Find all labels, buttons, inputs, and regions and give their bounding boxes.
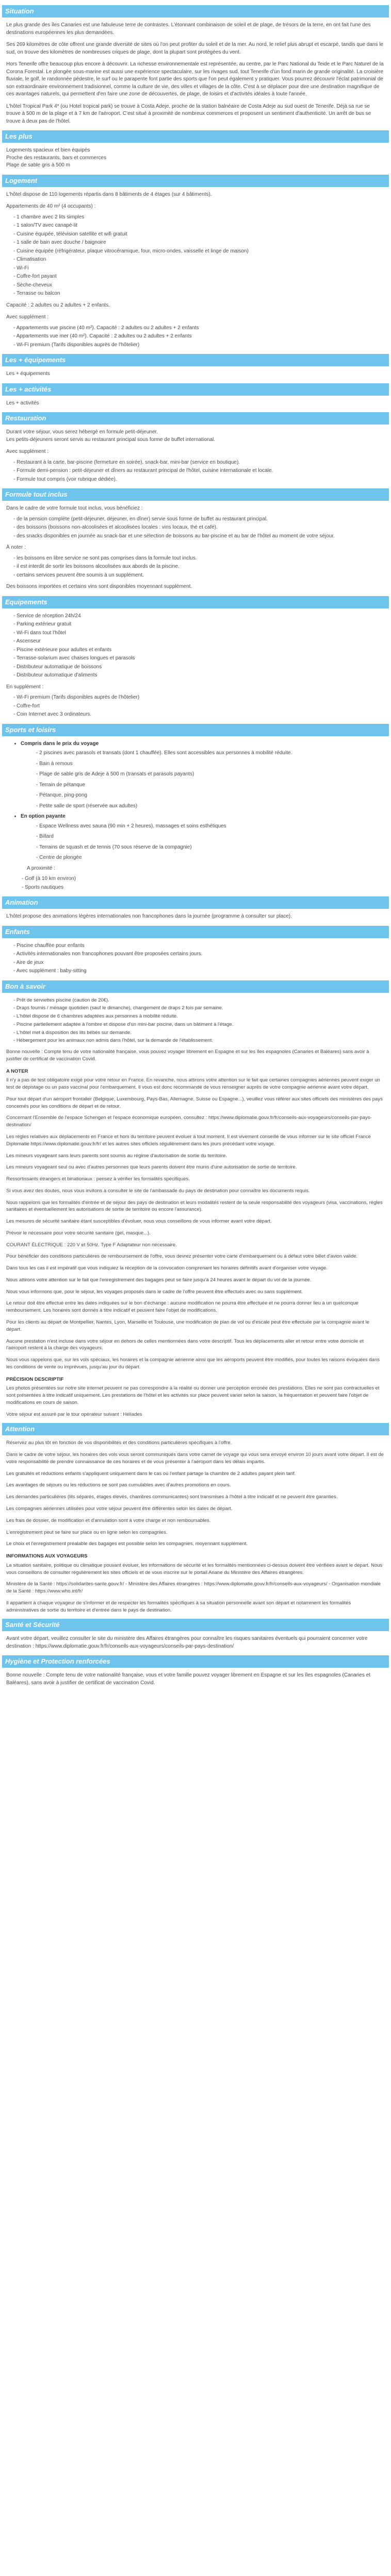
section-header-les-plus: Les plus — [2, 130, 389, 143]
paragraph: Les mesures de sécurité sanitaire étant susceptibles d'évoluer, nous vous conseillons de vous informer avant votre départ. — [6, 1218, 272, 1225]
list-label: Avec supplément : — [6, 314, 49, 320]
supplement-list — [6, 694, 385, 719]
paragraph: Logements spacieux et bien équipés Proche des restaurants, bars et commerces Plage de sable gris à 500 m — [6, 147, 106, 168]
list-label: Avec supplément : — [6, 449, 49, 454]
section-attention — [2, 1439, 389, 1614]
paragraph: Les compagnies aériennes utilisées pour votre séjour peuvent être différentes selon les dates de départ. — [6, 1506, 233, 1512]
list-item: - Wi-Fi — [13, 265, 385, 273]
list-label: A proximité : — [27, 865, 56, 871]
paragraph: Les mineurs voyageant seul ou avec d'autres personnes que leurs parents doivent être munis d'une autorisation de sortie de territoire. — [6, 1164, 297, 1171]
list-item: - Golf (à 10 km environ) — [22, 875, 385, 883]
paragraph: Les gratuités et réductions enfants s'appliquent uniquement dans le cas où l'enfant partage la chambre de 2 adultes payant plein tarif. — [6, 1470, 296, 1477]
section-plus-equipements — [2, 370, 389, 378]
list-item: - Ascenseur — [13, 638, 385, 646]
paragraph: Les mineurs voyageant sans leurs parents sont soumis au régime d'autorisation de sortie du territoire. — [6, 1153, 227, 1159]
section-les-plus — [2, 147, 389, 170]
list-item: - Espace Wellness avec sauna (90 min + 2 heures), massages et soins esthétiques — [36, 823, 385, 831]
paragraph: Les photos présentées sur notre site internet peuvent ne pas correspondre à la réalité ou donner une perception erronée des prestations. Elles ne sont pas contractuelles et sont présentées à titre indicatif uniquement. Les prestations de l'hôtel et les activités sur place peuvent varier selon la saison, la fréquentation et peuvent faire l'objet de modifications en cours de saison. — [6, 1385, 380, 1405]
list-item: - Service de réception 24h/24 — [13, 613, 385, 620]
document-page — [0, 5, 391, 1712]
list-label: Appartements de 40 m² (4 occupants) : — [6, 204, 96, 209]
list-item: - Piscine chauffée pour enfants — [13, 942, 385, 950]
section-header-attention: Attention — [2, 1423, 389, 1435]
list-item: - Petite salle de sport (réservée aux adultes) — [36, 803, 385, 810]
list-item: - Bain à remous — [36, 760, 385, 768]
paragraph: Nous vous rappelons que, sur les vols spéciaux, les horaires et la compagnie aérienne ainsi que les aéroports peuvent être modifiés, pour toutes les raisons évoquées dans les conditions de vente ou imprévues, jusqu'au jour du départ. — [6, 1357, 380, 1370]
section-header-equipements: Equipements — [2, 596, 389, 608]
section-header-hygiene: Hygiène et Protection renforcées — [2, 1655, 389, 1668]
section-logement — [2, 191, 389, 349]
paragraph: Si vous avez des doutes, nous vous invitons à consulter le site de l'ambassade du pays de destination pour connaître les documents requis. — [6, 1188, 310, 1194]
list-item: - Sports nautiques — [22, 884, 385, 892]
sports-group-compris — [21, 740, 385, 810]
bon-a-savoir-list — [6, 997, 385, 1045]
section-header-bon-a-savoir: Bon à savoir — [2, 980, 389, 993]
paragraph: L'enregistrement peut se faire sur place ou en ligne selon les compagnies. — [6, 1529, 168, 1535]
section-plus-activites — [2, 400, 389, 408]
paragraph: Le plus grande des îles Canaries est une fabuleuse terre de contrastes. L'étonnant combinaison de soleil et de plage, de trésors de la terre, en ont fait l'une des destinations européennes les plus demandées. — [6, 22, 371, 36]
list-item: - Cuisine équipée (réfrigérateur, plaque vitrocéramique, four, micro-ondes, vaisselle et linge de maison) — [13, 248, 385, 256]
supplement-list — [6, 459, 385, 484]
list-item: - Coin Internet avec 3 ordinateurs. — [13, 711, 385, 719]
paragraph: L'hôtel Tropical Park 4* (ou Hotel tropical park) se trouve à Costa Adeje, proche de la station balnéaire de Costa Adeje au sud ouest de Tenerife. Déjà sa rue se trouve à 500 m de la plage et à 7 km de l'aéroport. C'est situé à proximité de nombreux commerces et proposent un sentiment d'authenticité. Un arrêt de bus se trouve à deux pas de l'hôtel. — [6, 103, 371, 124]
list-item: - Avec supplément : baby-sitting — [13, 968, 385, 975]
list-item: - 1 salle de bain avec douche / baignoire — [13, 239, 385, 247]
list-item: - 1 salon/TV avec canapé-lit — [13, 222, 385, 230]
list-item: - Formule tout compris (voir rubrique dédiée). — [13, 476, 385, 484]
list-item: - Restaurant à la carte, bar-piscine (fermeture en soirée), snack-bar, mini-bar (service en boutique). — [13, 459, 385, 467]
section-equipements — [2, 613, 389, 719]
note-heading: A NOTER — [6, 1068, 28, 1074]
paragraph: Le choix et l'enregistrement préalable des bagages est possible selon les compagnies, moyennant supplément. — [6, 1541, 248, 1547]
list-item: - Wi-Fi dans tout l'hôtel — [13, 630, 385, 637]
paragraph: Bonne nouvelle : Compte tenu de votre nationalité française, vous pouvez voyager librement en Espagne et sur les îles espagnoles (Canaries et Baléares) sans avoir à justifier de certificat de vaccination Covid. — [6, 1049, 369, 1062]
list-item: - Appartements vue piscine (40 m²). Capacité : 2 adultes ou 2 adultes + 2 enfants — [13, 325, 385, 332]
list-item: - Piscine extérieure pour adultes et enfants — [13, 647, 385, 654]
notes-list — [6, 555, 385, 580]
paragraph: Les avantages de séjours ou les réductions ne sont pas cumulables avec d'autres promotions en cours. — [6, 1482, 231, 1488]
list-item: - les boissons en libre service ne sont pas comprises dans la formule tout inclus. — [13, 555, 385, 563]
list-item: - Activités internationales non francophones pouvant être proposées certains jours. — [13, 951, 385, 958]
info-voyageurs-heading: INFORMATIONS AUX VOYAGEURS — [6, 1553, 88, 1560]
section-header-situation: Situation — [2, 5, 389, 18]
section-sports — [2, 740, 389, 892]
section-header-tout-inclus: Formule tout inclus — [2, 488, 389, 501]
supplement-list — [6, 325, 385, 349]
list-item: - Wi-Fi premium (Tarifs disponibles auprès de l'hôtelier) — [13, 342, 385, 349]
paragraph: Dans le cadre de votre séjour, les horaires des vols vous seront communiqués dans votre carnet de voyage qui vous sera envoyé environ 10 jours avant votre départ. Il est de votre responsabilité de prendre connaissance de ces horaires et de vous présenter à l'aéroport dans les délais impartis. — [6, 1452, 384, 1465]
paragraph: Dans tous les cas il est impératif que vous indiquiez la réception de la convocation comprenant les horaires définitifs avant d'organiser votre voyage. — [6, 1265, 328, 1272]
list-item: - Plage de sable gris de Adeje à 500 m (transats et parasols payants) — [36, 771, 385, 778]
list-item: - des snacks disponibles en journée au snack-bar et une sélection de boissons au bar-piscine et au bar de l'hôtel au moment de votre séjour. — [13, 533, 385, 540]
paragraph: Des boissons importées et certains vins sont disponibles moyennant supplément. — [6, 584, 192, 589]
paragraph: Hors Tenerife offre beaucoup plus encore à découvrir. La richesse environnementale est représentée, au centre, par le Parc National du Teide et le Parc Naturel de la Corona Forestal. Le plongée sous-marine est aussi une expérience spectaculaire, sur les rivages sud, tout Tenerife d'un fond marin de grande originalité. La croisière fluviale, le golf, le randonnée pédestre, le surf ou le parapente font partie des sports que l'on peut également y pratiquer. Vous pourrez découvrir l'éclat patrimonial de son extraordinaire environnement tradisionnel, comme la culture de vie, des villes et villages de la côte. C'est à se déplacer pour dire une destination magnifique de ces avantages naturels, qui permettent d'en faire une zone de découvertes, de plage, de loisirs et d'activités idéales à toute l'année. — [6, 61, 384, 97]
paragraph: Pour les clients au départ de Montpellier, Nantes, Lyon, Marseille et Toulouse, une modification de plan de vol ou d'escale peut être effectuée par la compagnie avant le départ. — [6, 1319, 370, 1332]
paragraph: Nous rappelons que les formalités d'entrée et de séjour des pays de destination et leurs modalités restent de la seule responsabilité des voyageurs (visa, vaccinations, règles sanitaires et éventuellement les autorisations de sortie de territoire ou encore l'assurance). — [6, 1199, 383, 1213]
list-item: - L'hôtel met à disposition des lits bébés sur demande. — [13, 1029, 385, 1037]
section-header-sports: Sports et loisirs — [2, 724, 389, 736]
list-item: - Distributeur automatique de boissons — [13, 664, 385, 671]
list-item: - Formule demi-pension : petit-déjeuner et dîners au restaurant principal de l'hôtel, cuisine internationale et locale. — [13, 467, 385, 475]
section-header-animation: Animation — [2, 896, 389, 909]
list-item: - de la pension complète (petit-déjeuner, déjeuner, en dîner) servie sous forme de buffet au restaurant principal. — [13, 516, 385, 523]
official-links[interactable]: Ministère de la Santé : https://solidarites-sante.gouv.fr/ - Ministère des Affaires étrangères : https://www.diplomatie.gouv.fr/fr/conseils-aux-voyageurs/ - Organisation mondiale de la Santé : https://www.who.int/fr/ — [6, 1581, 381, 1595]
paragraph: Aucune prestation n'est incluse dans votre séjour en dehors de celles mentionnées dans votre descriptif. Tous les déplacements aller et retour entre votre domicile et l'aéroport restent à la charge des voyageurs. — [6, 1338, 364, 1351]
paragraph: Il n'y a pas de test obligatoire exigé pour votre retour en France. En revanche, nous attirons votre attention sur le fait que certaines compagnies aériennes peuvent exiger un test de dépistage ou un pass vaccinal pour l'embarquement. Il vous est donc recommandé de vous renseigner auprès de votre compagnie aérienne avant votre départ. — [6, 1077, 380, 1091]
group-title: En option payante — [21, 814, 66, 819]
list-label: En supplément : — [6, 684, 44, 690]
paragraph: Bonne nouvelle : Compte tenu de votre nationalité française, vous et votre famille pouvez voyager librement en Espagne et sur les îles espagnoles (Canaries et Baléares), sans avoir à justifier de certificat de vaccination Covid. — [6, 1672, 370, 1686]
section-header-sante: Santé et Sécurité — [2, 1619, 389, 1631]
list-item: - Centre de plongée — [36, 854, 385, 862]
list-item: - Parking extérieur gratuit — [13, 621, 385, 629]
list-item: - L'hôtel dispose de 6 chambres adaptées aux personnes à mobilité réduite. — [13, 1013, 385, 1020]
section-header-restauration: Restauration — [2, 412, 389, 425]
list-item: - Terrasse-solarium avec chaises longues et parasols — [13, 655, 385, 663]
paragraph: Concernant l'Ensemble de l'espace Schengen et l'espace économique européen, consultez : https://www.diplomatie.gouv.fr/fr/conseils-aux-voyageurs/conseils-par-pays-destination/ — [6, 1115, 372, 1128]
sports-group-option — [21, 813, 385, 862]
section-restauration — [2, 429, 389, 483]
paragraph: Avant votre départ, veuillez consulter le site du ministère des Affaires étrangères pour connaître les risques sanitaires éventuels qui pourraient concerner votre destination : https://www.diplomatie.gouv.fr/fr/conseils-aux-voyageurs/conseils-par-pays-destination/ — [6, 1636, 368, 1649]
paragraph: Nous vous informons que, pour le séjour, les voyages proposés dans le cadre de l'offre peuvent être effectués avec ou sans supplément. — [6, 1289, 303, 1295]
list-item: - Terrains de squash et de tennis (70 sous réserve de la compagnie) — [36, 844, 385, 852]
group-title: Compris dans le prix du voyage — [21, 740, 99, 747]
section-header-plus-equipements: Les + équipements — [2, 354, 389, 366]
paragraph: L'hôtel dispose de 110 logements répartis dans 8 bâtiments de 4 étages (sur 4 bâtiments). — [6, 191, 212, 197]
section-tout-inclus — [2, 505, 389, 591]
list-item: - Wi-Fi premium (Tarifs disponibles auprès de l'hôtelier) — [13, 694, 385, 702]
list-item: - Draps fournis / ménage quotidien (sauf le dimanche), changement de draps 2 fois par semaine. — [13, 1005, 385, 1012]
list-item: - il est interdit de sortir les boissons alcoolisées aux abords de la piscine. — [13, 563, 385, 571]
equipements-list — [6, 613, 385, 680]
paragraph: Pour bénéficier des conditions particulières de remboursement de l'offre, vous devrez présenter votre carte d'embarquement ou à défaut votre billet d'avion valide. — [6, 1253, 358, 1260]
list-item: - Billard — [36, 833, 385, 841]
paragraph: Votre séjour est assuré par le tour opérateur suivant : Héliades — [6, 1411, 142, 1417]
paragraph: Ressortissants étrangers et binationaux : pensez à vérifier les formalités spécifiques. — [6, 1176, 190, 1182]
inclus-list — [6, 516, 385, 540]
list-item: - Terrain de pétanque — [36, 782, 385, 789]
paragraph: Durant votre séjour, vous serez hébergé en formule petit-déjeuner. Les petits-déjeuners seront servis au restaurant principal sous forme de buffet international. — [6, 429, 216, 443]
section-hygiene — [2, 1672, 389, 1687]
feature-list — [6, 214, 385, 298]
section-header-logement: Logement — [2, 175, 389, 187]
paragraph: Prévoir le nécessaire pour votre sécurité sanitaire (gel, masque...). — [6, 1230, 151, 1236]
section-bon-a-savoir — [2, 997, 389, 1418]
paragraph: Réservez au plus tôt en fonction de vos disponibilités et des conditions particulières spécifiques à l'offre. — [6, 1440, 232, 1446]
section-header-enfants: Enfants — [2, 926, 389, 938]
list-item: - Distributeur automatique d'aliments — [13, 672, 385, 680]
paragraph: Le retour doit être effectué entre les dates indiquées sur le bon d'échange : aucune modification ne pourra être effectuée et ne pourra donner lieu à un quelconque remboursement. Les horaires sont donnés à titre indicatif et peuvent faire l'objet de modifications. — [6, 1300, 359, 1314]
paragraph: Les règles relatives aux déplacements en France et hors du territoire peuvent évoluer à tout moment. Il est vivement conseillé de vous informer sur le site officiel France Diplomatie https://www.diplomatie.gouv.fr/fr/ et les autres sites officiels régulièrement dans les jours précédant votre voyage. — [6, 1133, 371, 1147]
precision-heading: PRÉCISION DESCRIPTIF — [6, 1376, 64, 1382]
list-item: - Aire de jeux — [13, 959, 385, 967]
list-item: - 2 piscines avec parasols et transats (dont 1 chauffée). Elles sont accessibles aux personnes à mobilité réduite. — [36, 750, 385, 757]
paragraph: L'hôtel propose des animations légères internationales non francophones dans la journée (programme à consulter sur place). — [6, 913, 292, 919]
sports-groups — [6, 740, 385, 862]
list-item: - certains services peuvent être soumis à un supplément. — [13, 572, 385, 580]
paragraph: Nous attirons votre attention sur le fait que l'enregistrement des bagages peut se faire jusqu'à 24 heures avant le départ du vol de la journée. — [6, 1277, 312, 1283]
list-item: - Appartements vue mer (40 m²). Capacité : 2 adultes ou 2 adultes + 2 enfants — [13, 333, 385, 341]
paragraph: La situation sanitaire, politique ou climatique pouvant évoluer, les informations de sécurité et les formalités mentionnées ci-dessus doivent être vérifiées avant le départ. Nous vous conseillons de consulter régulièrement les sites officiels et de vous inscrire sur le portail Ariane du Ministère des Affaires étrangères. — [6, 1562, 383, 1575]
section-situation — [2, 22, 389, 125]
section-header-plus-activites: Les + activités — [2, 383, 389, 396]
paragraph: Pour tout départ d'un aéroport frontalier (Belgique, Luxembourg, Pays-Bas, Allemagne, Suisse ou Espagne...), veuillez vous référer aux sites officiels des ministères des pays concernés pour les conditions de départ et de retour. — [6, 1096, 383, 1109]
paragraph: Dans le cadre de votre formule tout inclus, vous bénéficiez : — [6, 505, 143, 511]
paragraph: Les + équipements — [6, 371, 50, 377]
nearby-list — [6, 875, 385, 891]
list-item: - Hébergement pour les animaux non admis dans l'hôtel, sur la demande de l'établissement. — [13, 1037, 385, 1044]
paragraph: Il appartient à chaque voyageur de s'informer et de respecter les formalités spécifiques à sa situation personnelle avant son départ et notamment les formalités administratives de sortie du territoire et d'entrée dans le pays de destination. — [6, 1600, 351, 1613]
list-item: - Coffre-fort — [13, 703, 385, 710]
list-item: - Cuisine équipée, télévision satellite et wifi gratuit — [13, 231, 385, 239]
enfants-list — [6, 942, 385, 975]
paragraph: COURANT ÉLECTRIQUE : 220 V et 50Hz. Type F Adaptateur non nécessaire. — [6, 1242, 177, 1248]
capacity-text: Capacité : 2 adultes ou 2 adultes + 2 enfants. — [6, 302, 110, 308]
list-item: - Coffre-fort payant — [13, 273, 385, 281]
list-item: - Climatisation — [13, 256, 385, 264]
list-item: - des boissons (boissons non-alcoolisées et alcoolisées locales : vins locaux, thé et café). — [13, 524, 385, 532]
section-animation — [2, 913, 389, 921]
group-items — [21, 823, 385, 862]
paragraph: Les frais de dossier, de modification et d'annulation sont à votre charge et non remboursables. — [6, 1517, 211, 1523]
paragraph: Les demandes particulières (lits séparés, étages élevés, chambres communicantes) sont transmises à l'hôtel à titre indicatif et ne peuvent être garanties. — [6, 1494, 338, 1500]
list-item: - Terrasse ou balcon — [13, 290, 385, 298]
list-item: - 1 chambre avec 2 lits simples — [13, 214, 385, 222]
paragraph: Ses 269 kilomètres de côte offrent une grande diversité de sites où l'on peut profiter du soleil et de la mer. Au nord, le relief plus abrupt et escarpé, tandis que dans le sud, on trouve des kilomètres de nombreuses criques de plage, dont la plupart sont protégées du vent. — [6, 42, 384, 55]
list-item: - Prêt de serviettes piscine (caution de 20€). — [13, 997, 385, 1004]
section-sante — [2, 1635, 389, 1650]
paragraph: Les + activités — [6, 400, 39, 406]
list-item: - Pétanque, ping-pong — [36, 792, 385, 800]
list-item: - Sèche-cheveux — [13, 282, 385, 290]
group-items — [21, 750, 385, 810]
section-enfants — [2, 942, 389, 975]
list-label: À noter : — [6, 545, 26, 550]
list-item: - Piscine partiellement adaptée à l'ombre et dispose d'un mini-bar piscine, dans un bâtiment à l'étage. — [13, 1021, 385, 1028]
